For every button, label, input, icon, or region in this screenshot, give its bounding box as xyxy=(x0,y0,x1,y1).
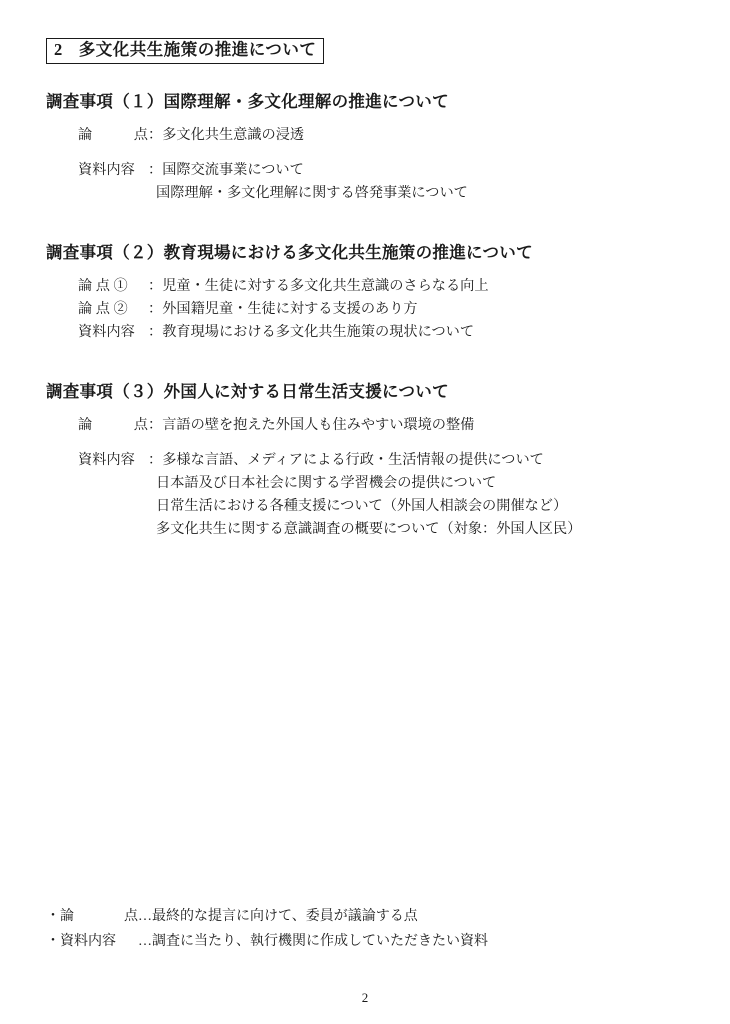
footnote-label: 資料内容 xyxy=(60,933,116,949)
page-number: 2 xyxy=(361,990,369,1005)
row-value: 多様な言語、メディアによる行政・生活情報の提供について xyxy=(162,451,544,468)
row-label: 資料内容 xyxy=(78,451,135,468)
footnote-label: 論 点 xyxy=(60,909,138,924)
section-heading-box xyxy=(46,38,324,64)
row-value: 教育現場における多文化共生施策の現状について xyxy=(162,323,475,340)
row-colon: ： xyxy=(148,416,163,433)
row-ronten xyxy=(46,414,684,437)
row-label: 論 点 ① xyxy=(78,277,128,294)
row-value: 言語の壁を抱えた外国人も住みやすい環境の整備 xyxy=(162,416,475,433)
row-value-line-4: 多文化共生に関する意識調査の概要について（対象：外国人区民） xyxy=(156,520,582,537)
survey-item-3-rows xyxy=(46,414,684,541)
row-colon: ： xyxy=(148,161,163,178)
survey-item-1 xyxy=(46,88,684,205)
footnote-text: …調査に当たり、執行機関に作成していただきたい資料 xyxy=(138,933,488,949)
row-value-line-2: 日本語及び日本社会に関する学習機会の提供について xyxy=(156,474,497,491)
footnote-ronten xyxy=(46,905,488,930)
row-colon: ： xyxy=(148,300,163,317)
row-label: 論 点 xyxy=(78,416,148,433)
section-title: 多文化共生施策の推進について xyxy=(78,40,317,59)
row-value: 児童・生徒に対する多文化共生意識のさらなる向上 xyxy=(162,277,489,294)
row-label: 資料内容 xyxy=(78,323,135,340)
section-heading xyxy=(46,38,684,64)
row-label: 資料内容 xyxy=(78,161,135,178)
footnote-text: …最終的な提言に向けて、委員が議論する点 xyxy=(138,909,418,924)
survey-item-2-rows xyxy=(46,275,684,344)
row-colon: ： xyxy=(148,277,163,294)
survey-item-2-title: 調査事項（２）教育現場における多文化共生施策の推進について xyxy=(46,242,533,262)
row-colon: ： xyxy=(148,126,163,143)
row-value-line-2: 国際理解・多文化理解に関する啓発事業について xyxy=(156,184,468,201)
row-shiryou xyxy=(46,449,684,472)
survey-item-1-title: 調査事項（１）国際理解・多文化理解の推進について xyxy=(46,91,449,111)
row-label: 論 点 ② xyxy=(78,300,128,317)
row-ronten-1 xyxy=(46,275,684,298)
footnote-bullet: ・ xyxy=(46,909,60,924)
row-value: 国際交流事業について xyxy=(162,161,304,178)
row-continuation xyxy=(46,182,684,205)
row-ronten xyxy=(46,124,684,147)
row-ronten-2 xyxy=(46,298,684,321)
footnote-shiryou xyxy=(46,930,488,955)
row-continuation xyxy=(46,518,684,541)
row-value-line-3: 日常生活における各種支援について（外国人相談会の開催など） xyxy=(156,497,568,514)
row-colon: ： xyxy=(148,451,163,468)
survey-item-3 xyxy=(46,378,684,541)
section-number: 2 xyxy=(54,40,63,59)
row-continuation xyxy=(46,472,684,495)
row-colon: ： xyxy=(148,323,163,340)
row-continuation xyxy=(46,495,684,518)
survey-item-3-title: 調査事項（３）外国人に対する日常生活支援について xyxy=(46,381,449,401)
row-value: 多文化共生意識の浸透 xyxy=(162,126,305,143)
survey-item-2 xyxy=(46,239,684,344)
survey-item-1-rows xyxy=(46,124,684,205)
row-value: 外国籍児童・生徒に対する支援のあり方 xyxy=(162,300,418,317)
row-label: 論 点 xyxy=(78,126,148,143)
row-shiryou xyxy=(46,159,684,182)
footnotes xyxy=(46,905,488,954)
footnote-bullet: ・ xyxy=(46,933,60,949)
row-shiryou xyxy=(46,321,684,344)
